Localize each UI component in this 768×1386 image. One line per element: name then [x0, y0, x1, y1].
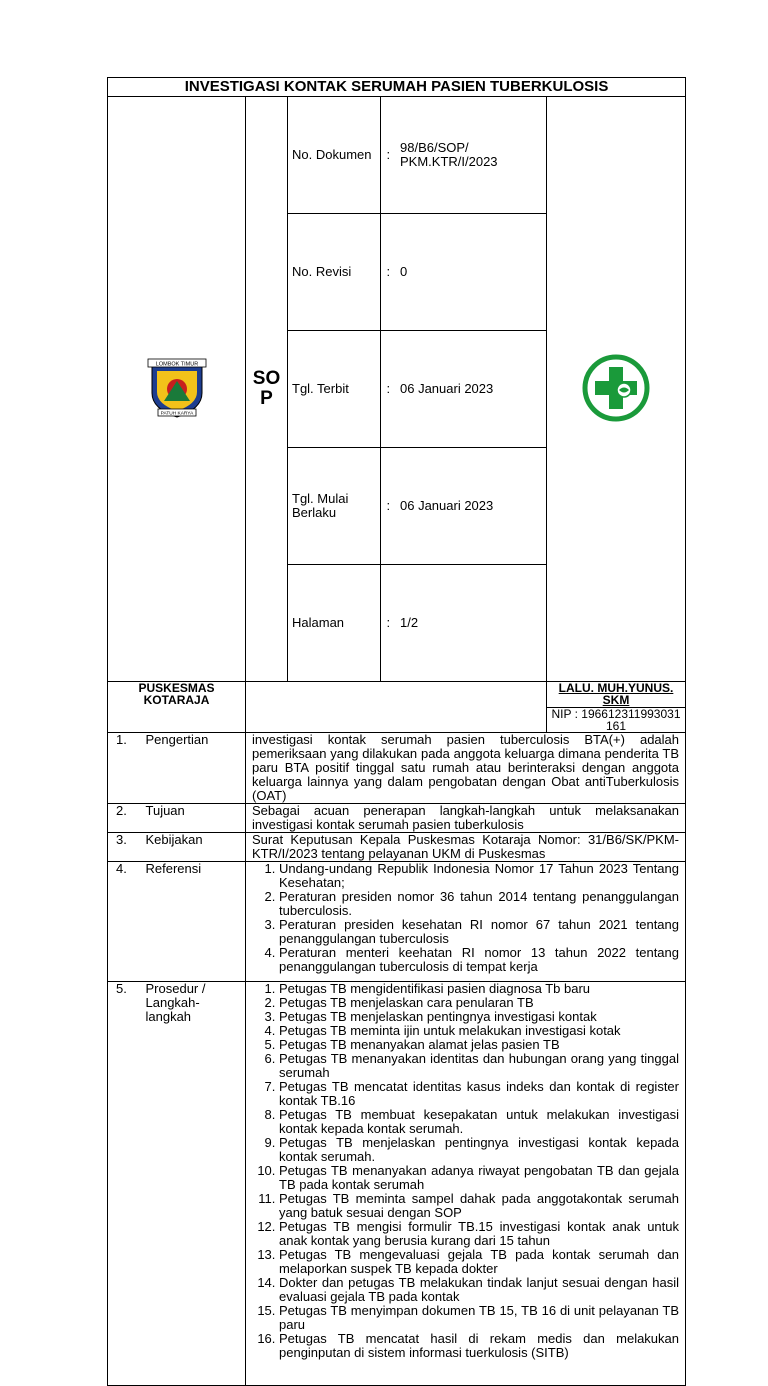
list-item: 5. Petugas TB menanyakan alamat jelas pasien TB [279, 1038, 679, 1052]
list-item: 1. Petugas TB mengidentifikasi pasien diagnosa Tb baru [279, 982, 679, 996]
right-logo-cell [547, 97, 686, 682]
section-number: 4. [108, 862, 142, 982]
kepala-name: LALU. MUH.YUNUS. SKM [558, 681, 674, 707]
meta-label: Tgl. Terbit [288, 331, 380, 448]
lombok-timur-emblem-icon [144, 357, 210, 419]
document-title: INVESTIGASI KONTAK SERUMAH PASIEN TUBERKULOSIS [108, 78, 686, 97]
header-spacer [246, 682, 547, 733]
sop-content-table [107, 733, 686, 1386]
kepala-cell [547, 682, 686, 733]
prosedur-list [252, 982, 679, 1360]
list-item: 9. Petugas TB menjelaskan pentingnya investigasi kontak kepada kontak serumah. [279, 1136, 679, 1164]
meta-value: 06 Januari 2023 [396, 331, 546, 448]
section-text: investigasi kontak serumah pasien tuberculosis BTA(+) adalah pemeriksaan yang dilakukan pada anggota keluarga dimana penderita TB paru BTA positif tinggal satu rumah atau berinteraksi dengan anggota keluarga lainnya yang dalam pengobatan dengan Obat antiTuberkulosis (OAT) [246, 733, 686, 804]
section-number: 1. [108, 733, 142, 804]
list-item: 2. Petugas TB menjelaskan cara penularan TB [279, 996, 679, 1010]
list-item: 15. Petugas TB menyimpan dokumen TB 15, TB 16 di unit pelayanan TB paru [279, 1304, 679, 1332]
list-item: 3. Petugas TB menjelaskan pentingnya investigasi kontak [279, 1010, 679, 1024]
puskesmas-name: PUSKESMAS KOTARAJA [108, 682, 246, 733]
list-item: 16. Petugas TB mencatat hasil di rekam medis dan melakukan penginputan di sistem informasi tuerkulosis (SITB) [279, 1332, 679, 1360]
meta-sep: : [380, 331, 396, 448]
section-prosedur [108, 982, 686, 1386]
list-item: 6. Petugas TB menanyakan identitas dan hubungan orang yang tinggal serumah [279, 1052, 679, 1080]
section-referensi [108, 862, 686, 982]
section-kebijakan [108, 833, 686, 862]
list-item: 1. Undang-undang Republik Indonesia Nomor 17 Tahun 2023 Tentang Kesehatan; [279, 862, 679, 890]
kepala-nip: NIP : 196612311993031 161 [547, 707, 685, 732]
meta-value: 0 [396, 214, 546, 331]
meta-label: No. Revisi [288, 214, 380, 331]
referensi-list [252, 862, 679, 974]
section-text: Sebagai acuan penerapan langkah-langkah untuk melaksanakan investigasi kontak serumah pasien tuberkulosis [246, 804, 686, 833]
emblem-banner-bottom: PATUH KARYA [160, 411, 193, 416]
list-item: 4. Peraturan menteri keehatan RI nomor 13 tahun 2022 tentang penanggulangan tuberculosis di tempat kerja [279, 946, 679, 974]
meta-value: 98/B6/SOP/ PKM.KTR/I/2023 [396, 97, 546, 214]
document-meta-table [288, 97, 546, 681]
section-label: Kebijakan [142, 833, 246, 862]
meta-value: 1/2 [400, 615, 419, 630]
section-tujuan [108, 804, 686, 833]
puskesmas-logo-icon [580, 352, 652, 424]
section-list-cell [246, 862, 686, 982]
meta-sep: : [380, 97, 396, 214]
sop-label: SO P [246, 97, 288, 682]
meta-sep: : [380, 448, 396, 565]
meta-row-halaman [288, 565, 546, 682]
section-number: 2. [108, 804, 142, 833]
meta-row-tgl-terbit [288, 331, 546, 448]
list-item: 7. Petugas TB mencatat identitas kasus indeks dan kontak di register kontak TB.16 [279, 1080, 679, 1108]
emblem-banner-top: LOMBOK TIMUR [155, 361, 198, 367]
list-item: 3. Peraturan presiden kesehatan RI nomor 67 tahun 2021 tentang penanggulangan tuberculosis [279, 918, 679, 946]
meta-row-no-revisi [288, 214, 546, 331]
meta-label: Halaman [288, 565, 380, 682]
section-label: Prosedur / Langkah-langkah [142, 982, 246, 1386]
section-text: Surat Keputusan Kepala Puskesmas Kotaraja Nomor: 31/B6/SK/PKM-KTR/I/2023 tentang pelayanan UKM di Puskesmas [246, 833, 686, 862]
list-item: 11. Petugas TB meminta sampel dahak pada anggotakontak serumah yang batuk sesuai dengan SOP [279, 1192, 679, 1220]
list-item: 4. Petugas TB meminta ijin untuk melakukan investigasi kotak [279, 1024, 679, 1038]
section-number: 5. [108, 982, 142, 1386]
list-item: 14. Dokter dan petugas TB melakukan tindak lanjut sesuai dengan hasil evaluasi gejala TB pada kontak [279, 1276, 679, 1304]
meta-label: Tgl. Mulai Berlaku [288, 448, 380, 565]
meta-label: No. Dokumen [288, 97, 380, 214]
meta-value: 06 Januari 2023 [396, 448, 546, 565]
list-item: 2. Peraturan presiden nomor 36 tahun 2014 tentang penanggulangan tuberculosis. [279, 890, 679, 918]
sop-table [107, 77, 686, 733]
section-label: Tujuan [142, 804, 246, 833]
meta-sep: : [386, 615, 391, 630]
meta-sep: : [380, 214, 396, 331]
list-item: 10. Petugas TB menanyakan adanya riwayat pengobatan TB dan gejala TB pada kontak serumah [279, 1164, 679, 1192]
list-item: 8. Petugas TB membuat kesepakatan untuk melakukan investigasi kontak kepada kontak serumah. [279, 1108, 679, 1136]
section-label: Referensi [142, 862, 246, 982]
meta-row-tgl-mulai-berlaku [288, 448, 546, 565]
section-pengertian [108, 733, 686, 804]
document-meta-cell [288, 97, 547, 682]
list-item: 12. Petugas TB mengisi formulir TB.15 investigasi kontak anak untuk anak kontak yang berusia kurang dari 15 tahun [279, 1220, 679, 1248]
left-logo-cell [108, 97, 246, 682]
meta-row-no-dokumen [288, 97, 546, 214]
list-item: 13. Petugas TB mengevaluasi gejala TB pada kontak serumah dan melaporkan suspek TB kepada dokter [279, 1248, 679, 1276]
section-number: 3. [108, 833, 142, 862]
sop-document [107, 77, 685, 1386]
section-label: Pengertian [142, 733, 246, 804]
section-list-cell [246, 982, 686, 1386]
